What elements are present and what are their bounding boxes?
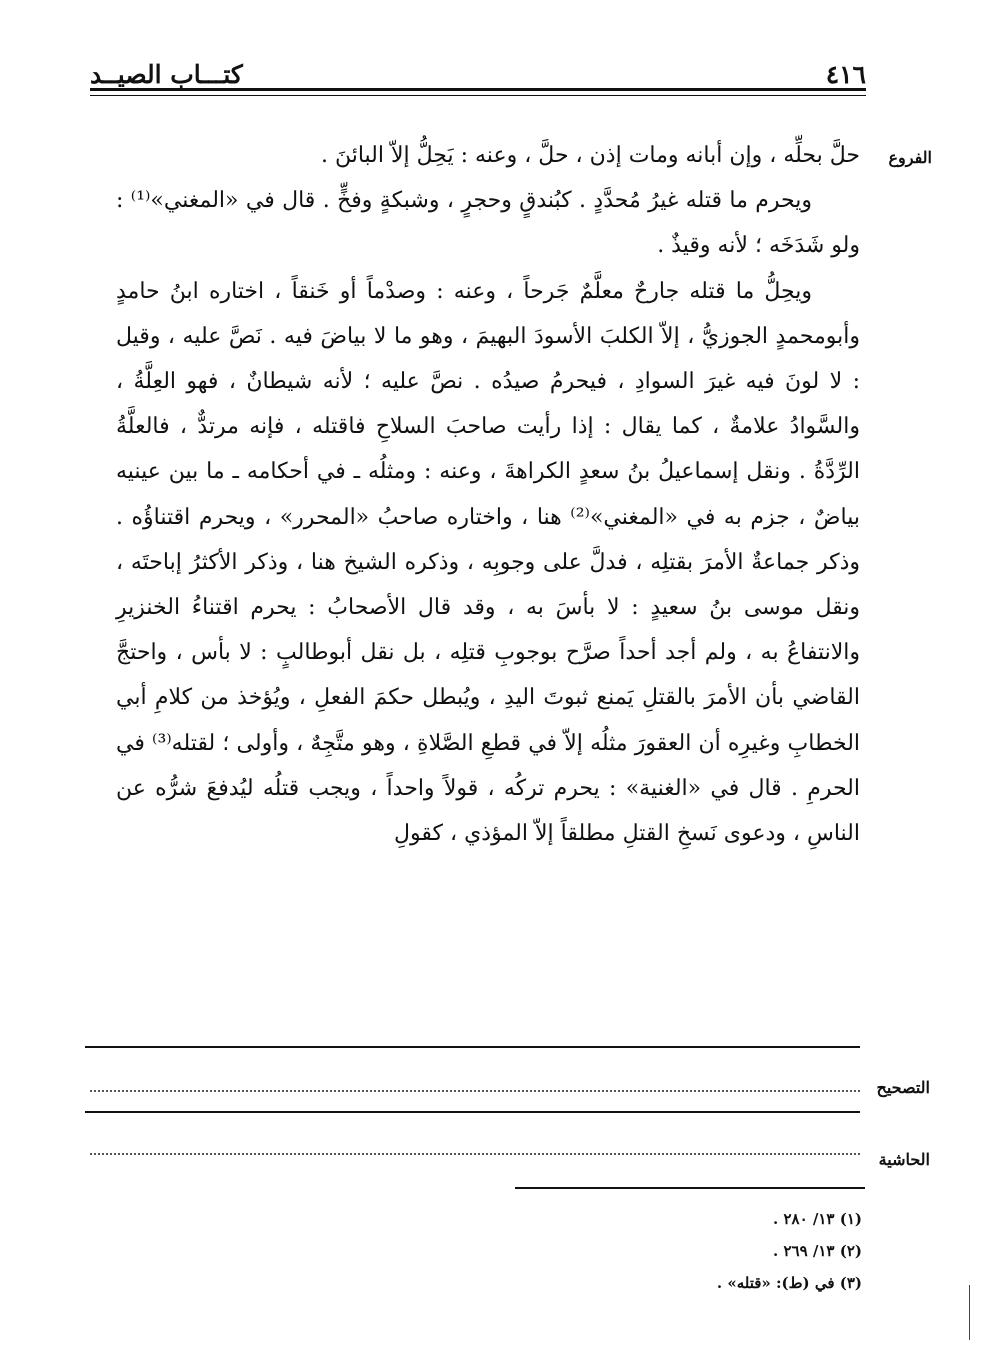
- paragraph-1: حلَّ بحلِّه ، وإن أبانه ومات إذن ، حلَّ ، وعنه : يَحِلُّ إلاّ البائنَ .: [320, 143, 860, 168]
- paragraph-2: ويحرم ما قتله غيرُ مُحدَّدٍ . كبُندقٍ وحجرٍ ، وشبكةٍ وفخٍّ . قال في «المغني»⁽¹⁾ : ولو شَدَخَه ؛ لأنه وقيذٌ .: [116, 188, 860, 259]
- paragraph-3: ويحِلُّ ما قتله جارحٌ معلَّمٌ جَرحاً ، وعنه : وصدْماً أو خَنقاً ، اختاره ابنُ حامدٍ وأبومحمدٍ الجوزيُّ ، إلاّ الكلبَ الأسودَ البهيمَ ، وهو ما لا بياضَ فيه . نَصَّ عليه ، وقيل : لا لونَ فيه غيرَ السوادِ ، فيحرمُ صيدُه . نصَّ عليه ؛ لأنه شيطانٌ ، فهو العِلَّةُ ، والسَّوادُ علامةٌ ، كما يقال : إذا رأيت صاحبَ السلاحِ فاقتله ، فإنه مرتدٌّ ، فالعلَّةُ الرِّدَّةُ . ونقل إسماعيلُ بنُ سعدٍ الكراهةَ ، وعنه : ومثلُه ـ في أحكامه ـ ما بين عينيه بياضٌ ، جزم به في «المغني»⁽²⁾ هنا ، واختاره صاحبُ «المحرر» ، ويحرم اقتناؤُه . وذكر جماعةٌ الأمرَ بقتلِه ، فدلَّ على وجوبِه ، وذكره الشيخ هنا ، وذكر الأكثرُ إباحتَه ، ونقل موسى بنُ سعيدٍ : لا بأسَ به ، وقد قال الأصحابُ : يحرم اقتناءُ الخنزيرِ والانتفاعُ به ، ولم أجد أحداً صرَّح بوجوبِ قتلِه ، بل نقل أبوطالبٍ : لا بأس ، واحتجَّ القاضي بأن الأمرَ بالقتلِ يَمنع ثبوتَ اليدِ ، ويُبطل حكمَ الفعلِ ، ويُؤخذ من كلامِ أبي الخطابِ وغيرِه أن العقورَ مثلُه إلاّ في قطعِ الصَّلاةِ ، وهو متَّجِهٌ ، وأولى ؛ لقتله⁽³⁾ في الحرمِ . قال في «الغنية» : يحرم تركُه ، قولاً واحداً ، ويجب قتلُه ليُدفعَ شرُّه عن الناسِ ، ودعوى نَسخِ القتلِ مطلقاً إلاّ المؤذي ، كقولِ: [116, 278, 861, 847]
- notes-label: الحاشية: [878, 1150, 930, 1169]
- footnote-3: (٣) في (ط): «قتله» .: [716, 1274, 862, 1292]
- footnotes: [717, 1203, 862, 1299]
- header-rule-thin: [90, 95, 866, 96]
- page-number: ٤١٦: [825, 60, 866, 89]
- main-text-rule: [85, 1046, 860, 1048]
- footnote-2: (٢) ١٣/ ٢٦٩ .: [773, 1242, 862, 1260]
- correction-dotted-line: [90, 1090, 860, 1092]
- header-rule: [90, 88, 866, 91]
- notes-dotted-line: [90, 1153, 860, 1155]
- running-title: كتـــاب الصيــد: [90, 60, 243, 89]
- correction-rule: [85, 1111, 860, 1113]
- correction-label: التصحيح: [876, 1078, 930, 1097]
- footnote-1: (١) ١٣/ ٢٨٠ .: [773, 1210, 862, 1228]
- main-text: [116, 133, 860, 856]
- margin-label-furu: الفروع: [888, 148, 932, 167]
- footnote-rule: [515, 1187, 865, 1189]
- edge-mark: [969, 1285, 970, 1340]
